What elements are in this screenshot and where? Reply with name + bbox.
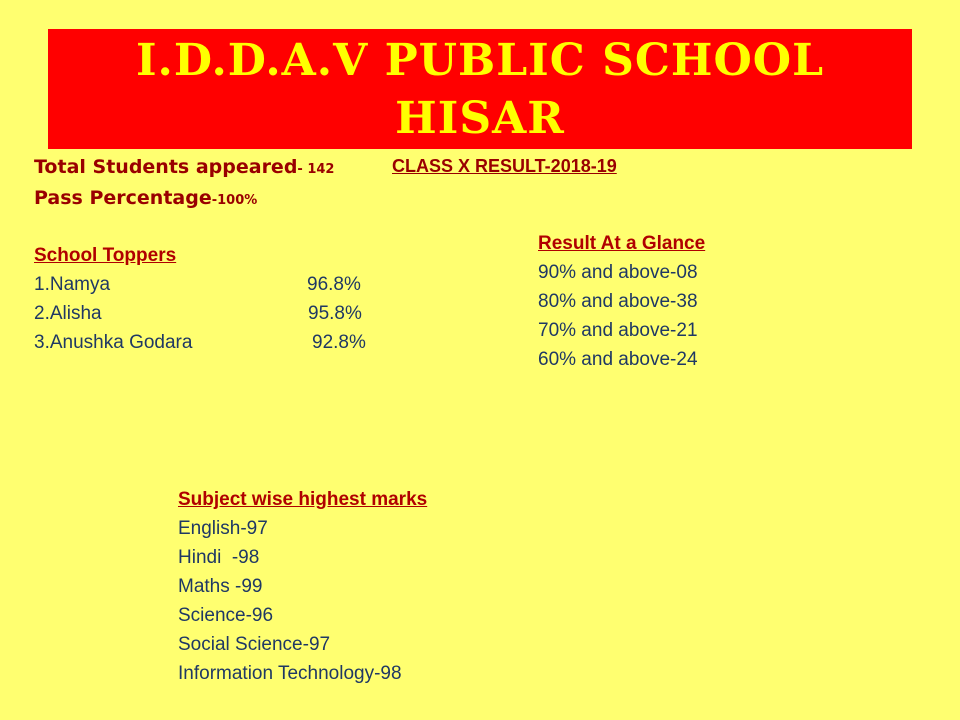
pass-percentage-label: Pass Percentage [34, 187, 212, 209]
topper-name: 3.Anushka Godara [34, 332, 193, 353]
pass-percentage-line [34, 184, 334, 215]
topper-percent: 92.8% [312, 332, 366, 353]
subject-item: Maths -99 [178, 576, 263, 597]
pass-percentage-value: -100% [211, 193, 258, 208]
glance-item: 80% and above-38 [538, 291, 698, 312]
school-banner [48, 29, 912, 149]
glance-item: 60% and above-24 [538, 349, 698, 370]
subject-item: Hindi -98 [178, 547, 260, 568]
glance-item: 70% and above-21 [538, 320, 698, 341]
glance-item: 90% and above-08 [538, 262, 698, 283]
class-result-title: CLASS X RESULT-2018-19 [392, 156, 617, 176]
subject-highest-marks-section [178, 485, 427, 688]
school-toppers-heading: School Toppers [34, 245, 177, 266]
total-students-label: Total Students appeared [34, 156, 298, 178]
result-at-a-glance-section [538, 229, 705, 374]
topper-name: 2.Alisha [34, 303, 102, 324]
subject-highest-marks-heading: Subject wise highest marks [178, 489, 428, 510]
topper-row [34, 299, 394, 328]
total-students-line [34, 153, 334, 184]
result-at-a-glance-heading: Result At a Glance [538, 233, 706, 254]
subject-item: Information Technology-98 [178, 663, 402, 684]
school-city: HISAR [395, 93, 565, 144]
subject-item: English-97 [178, 518, 268, 539]
topper-row [34, 328, 394, 357]
topper-row [34, 270, 394, 299]
topper-percent: 95.8% [308, 303, 362, 324]
subject-item: Science-96 [178, 605, 274, 626]
subject-item: Social Science-97 [178, 634, 331, 655]
topper-name: 1.Namya [34, 274, 111, 295]
school-name: I.D.D.A.V PUBLIC SCHOOL [135, 35, 825, 86]
total-students-value: - 142 [297, 162, 335, 177]
topper-percent: 96.8% [307, 274, 361, 295]
school-toppers-section [34, 241, 394, 357]
result-stats [34, 153, 334, 215]
